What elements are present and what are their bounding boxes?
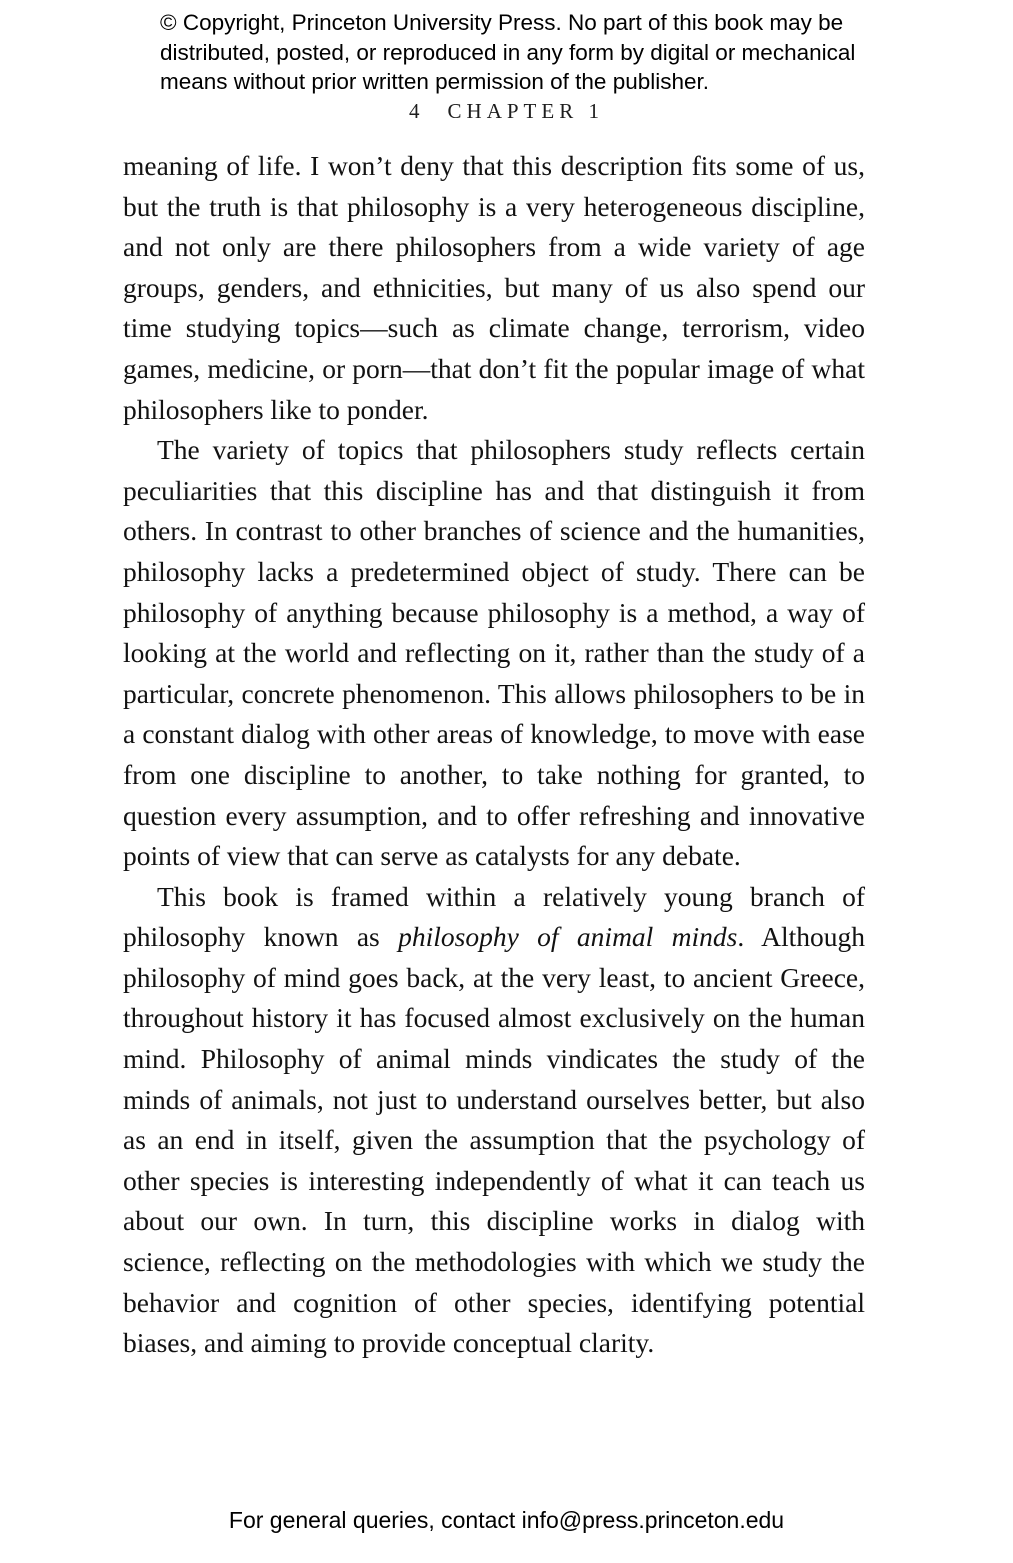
contact-line: For general queries, contact info@press.princeton.edu <box>228 1507 785 1533</box>
copyright-line-2: distributed, posted, or reproduced in any form by digital or mechanical <box>160 39 856 65</box>
copyright-line-3: means without prior written permission of the publisher. <box>160 69 710 94</box>
paragraph-3-text-post: . Although philosophy of mind goes back, at the very least, to ancient Greece, throughout history it has focused almost exclusively on the human mind. Philosophy of animal minds vindicates the study of the minds of animals, not just to understand ourselves better, but also as an end in itself, given the assumption that the psychology of other species is interesting independently of what it can teach us about our own. In turn, this discipline works in dialog with science, reflecting on the methodologies with which we study the behavior and cognition of other species, identifying potential biases, and aiming to provide conceptual clarity. <box>123 921 866 1359</box>
running-head <box>0 99 1013 124</box>
body-text <box>123 146 865 1364</box>
paragraph-3 <box>123 877 865 1364</box>
paragraph-3-text-pre: This book is framed within a relatively young branch of philosophy known as <box>123 880 865 953</box>
chapter-label: CHAPTER 1 <box>447 99 604 123</box>
paragraph-1: meaning of life. I won’t deny that this description fits some of us, but the truth is that philosophy is a very heterogeneous discipline, and not only are there philosophers from a wide variety of age groups, genders, and ethnicities, but many of us also spend our time studying topics—such as climate change, terrorism, video games, medicine, or porn—that don’t fit the popular image of what philosophers like to ponder. <box>123 150 865 425</box>
paragraph-3-italic-term: philosophy of animal minds <box>398 921 738 953</box>
paragraph-2: The variety of topics that philosophers study reflects certain peculiarities that this discipline has and that distinguish it from others. In contrast to other branches of science and the humanities, philosophy lacks a predetermined object of study. There can be philosophy of anything because philosophy is a method, a way of looking at the world and reflecting on it, rather than the study of a particular, concrete phenomenon. This allows philosophers to be in a constant dialog with other areas of knowledge, to move with ease from one discipline to another, to take nothing for granted, to question every assumption, and to offer refreshing and innovative points of view that can serve as catalysts for any debate. <box>123 434 865 872</box>
copyright-line-1: © Copyright, Princeton University Press. No part of this book may be <box>160 10 844 35</box>
page-number: 4 <box>409 99 422 123</box>
footer-queries-line <box>0 1507 1013 1534</box>
copyright-notice <box>160 8 855 97</box>
